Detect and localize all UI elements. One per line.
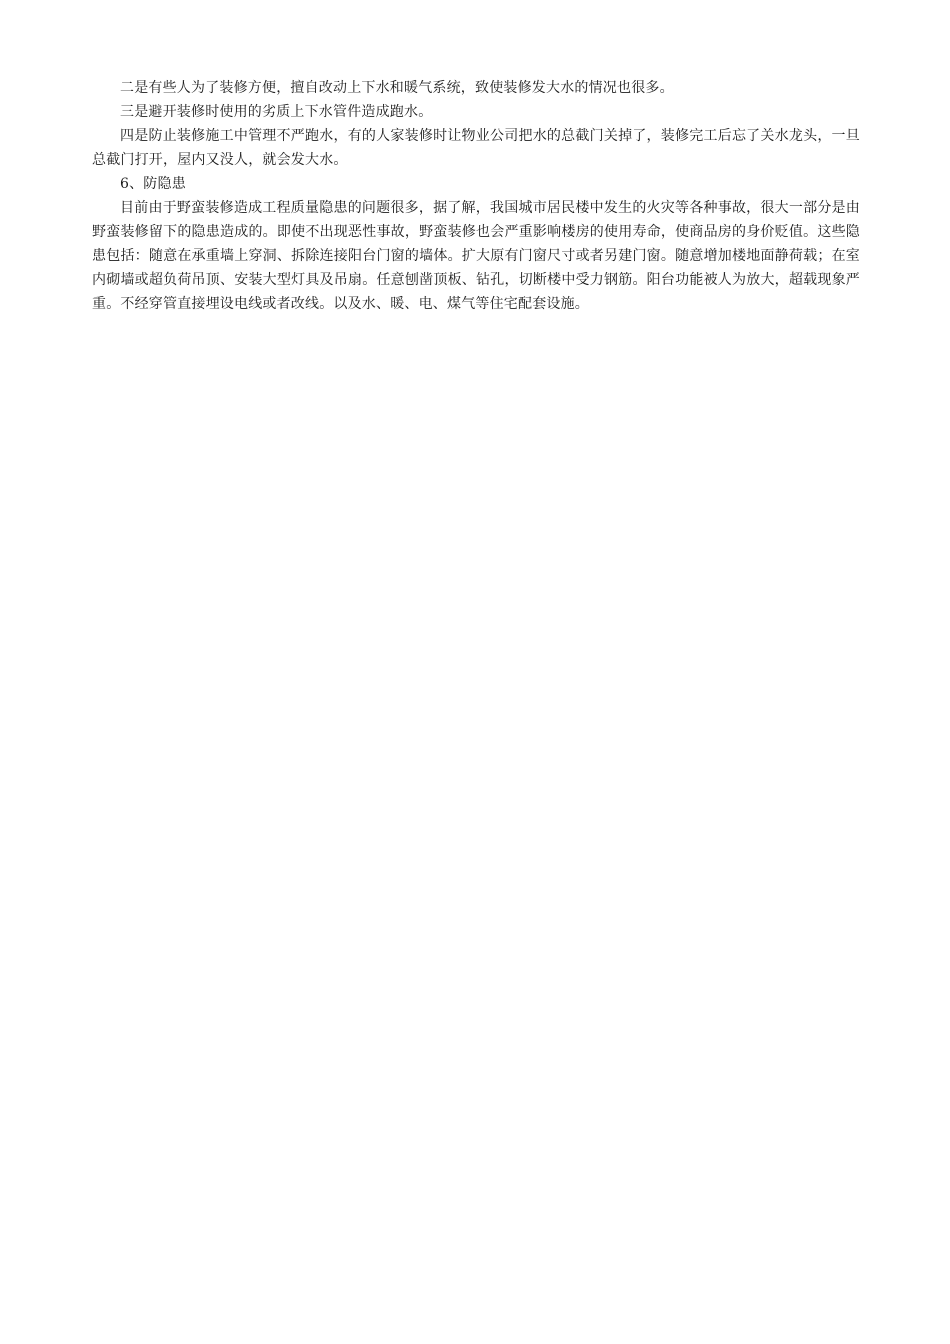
paragraph-inferior-pipes: 三是避开装修时使用的劣质上下水管件造成跑水。 <box>120 104 433 120</box>
paragraph-hazards-detail: 目前由于野蛮装修造成工程质量隐患的问题很多，据了解，我国城市居民楼中发生的火灾等各种事故，很大一部分是由野蛮装修留下的隐患造成的。即使不出现恶性事故，野蛮装修也会严重影响楼房的使用寿命，使商品房的身价贬值。这些隐患包括：随意在承重墙上穿洞、拆除连接阳台门窗的墙体。扩大原有门窗尺寸或者另建门窗。随意增加楼地面静荷载；在室内砌墙或超负荷吊顶、安装大型灯具及吊扇。任意刨凿顶板、钻孔，切断楼中受力钢筋。阳台功能被人为放大，超载现象严重。不经穿管直接埋设电线或者改线。以及水、暖、电、煤气等住宅配套设施。 <box>92 200 860 312</box>
paragraph-plumbing-changes: 二是有些人为了装修方便，擅自改动上下水和暖气系统，致使装修发大水的情况也很多。 <box>120 80 674 96</box>
section-heading-hazards: 6、防隐患 <box>120 176 186 192</box>
paragraph-construction-management: 四是防止装修施工中管理不严跑水，有的人家装修时让物业公司把水的总截门关掉了，装修完工后忘了关水龙头，一旦总截门打开，屋内又没人，就会发大水。 <box>92 128 860 168</box>
document-page <box>92 76 860 316</box>
